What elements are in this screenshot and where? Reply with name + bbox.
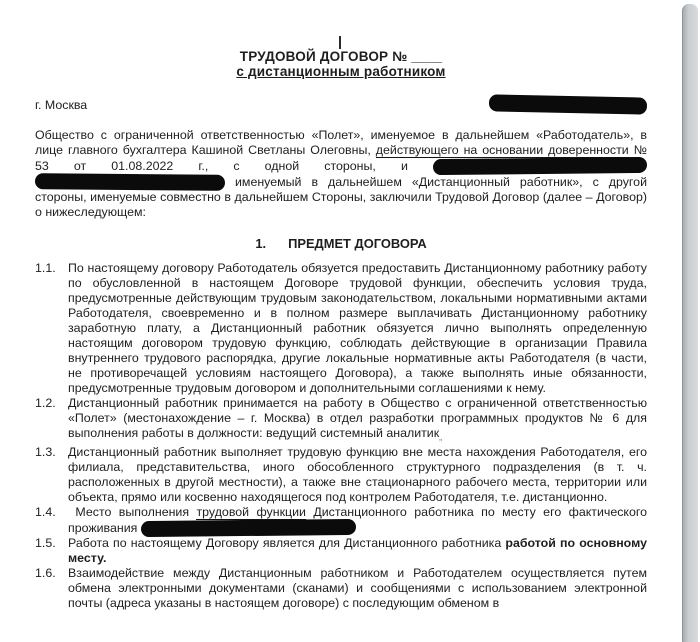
section-1-number: 1.	[255, 236, 267, 251]
clause-number: 1.6.	[35, 566, 56, 580]
title-line-2: с дистанционным работником	[236, 64, 446, 79]
city-label: г. Москва	[35, 97, 88, 112]
clause-list	[35, 261, 647, 611]
clause-1-4-text-1: Место выполнения	[68, 505, 197, 519]
clause-1-4	[35, 505, 647, 536]
clause-1-2-text: Дистанционный работник принимается на работу в Общество с ограниченной ответственностью «Полет» (местонахождение – г. Москва) в отдел разработки программных продуктов № 6 для выполнения работы в должности: ведущий системный аналитик	[68, 396, 647, 440]
clause-text	[68, 536, 647, 566]
preamble-underlined-text: действующего на основании доверенности	[375, 143, 629, 157]
redaction-party-name-2	[35, 173, 225, 191]
comment-anchor-mark: „	[439, 432, 442, 442]
clause-1-4-text-2: Дистанционного работника по месту его фактического проживания	[68, 505, 647, 535]
scrollbar-thumb[interactable]	[682, 4, 698, 642]
clause-text: По настоящему договору Работодатель обязуется предоставить Дистанционному работнику работу по обусловленной в настоящем Договоре трудовой функции, обеспечить условия труда, предусмотренные действующим трудовым законодательством, локальными нормативными актами Работодателя, своевременно и в полном размере выплачивать Дистанционному работнику заработную плату, а Дистанционный работник обязуется лично выполнять определенную настоящим договором трудовую функцию, соблюдать действующие в организации Правила внутреннего трудового распорядка, другие локальные нормативные акты Работодателя (в части, не противоречащей условиям настоящего Договора), а также выполнять иные обязанности, предусмотренные трудовым договором и дополнительными соглашениями к нему.	[68, 261, 647, 395]
preamble-text-1: Общество с ограниченной ответственностью «Полет», именуемое в дальнейшем «Работодатель», в лице главного бухгалтера Кашиной Светланы Олеговны,	[35, 128, 647, 157]
section-1-title: ПРЕДМЕТ ДОГОВОРА	[288, 236, 427, 251]
redaction-date	[489, 94, 647, 114]
clause-number: 1.2.	[35, 396, 56, 410]
clause-text: Дистанционный работник выполняет трудовую функцию вне места нахождения Работодателя, его филиала, представительства, иного обособленного структурного подразделения (в т. ч. расположенных в другой местности), а также вне стационарного рабочего места, территории или объекта, прямо или косвенно находящегося под контролем Работодателя, т.е. дистанционно.	[68, 445, 647, 504]
clause-number: 1.5.	[35, 536, 56, 550]
clause-text	[68, 505, 647, 536]
redaction-address	[141, 519, 356, 537]
section-1-heading	[35, 236, 647, 251]
clause-1-5-text: Работа по настоящему Договору является для Дистанционного работника	[68, 536, 506, 550]
clause-1-1	[35, 261, 647, 396]
title-line-1: ТРУДОВОЙ ДОГОВОР № ____	[239, 49, 443, 64]
clause-1-5-bold-text: работой по основному месту.	[68, 536, 647, 565]
document-title	[35, 49, 647, 79]
clause-text	[68, 396, 647, 445]
clause-1-2	[35, 396, 647, 445]
clause-text: Взаимодействие между Дистанционным работником и Работодателем осуществляется путем обмена электронными документами (сканами) и сообщениями с использованием электронной почты (адреса указаны в настоящем договоре) с последующим обменом в	[68, 566, 647, 610]
clause-1-6	[35, 566, 647, 611]
preamble-text-2: № 53 от 01.08.2022 г., с одной стороны, и	[35, 143, 647, 173]
clause-1-4-underlined-text: трудовой функции	[196, 505, 306, 519]
clause-1-5	[35, 536, 647, 566]
clause-number: 1.4.	[35, 505, 56, 519]
text-cursor	[339, 36, 341, 49]
preamble-text-3: именуемый в дальнейшем «Дистанционный работник», с другой стороны, именуемые совместно в дальнейшем Стороны, заключили Трудовой Договор (далее – Договор) о нижеследующем:	[35, 175, 647, 219]
city-row	[35, 95, 647, 114]
clause-number: 1.1.	[35, 261, 56, 275]
clause-number: 1.3.	[35, 445, 56, 459]
redaction-party-name-1	[433, 157, 647, 175]
clause-1-3	[35, 445, 647, 505]
preamble-paragraph	[35, 128, 647, 220]
